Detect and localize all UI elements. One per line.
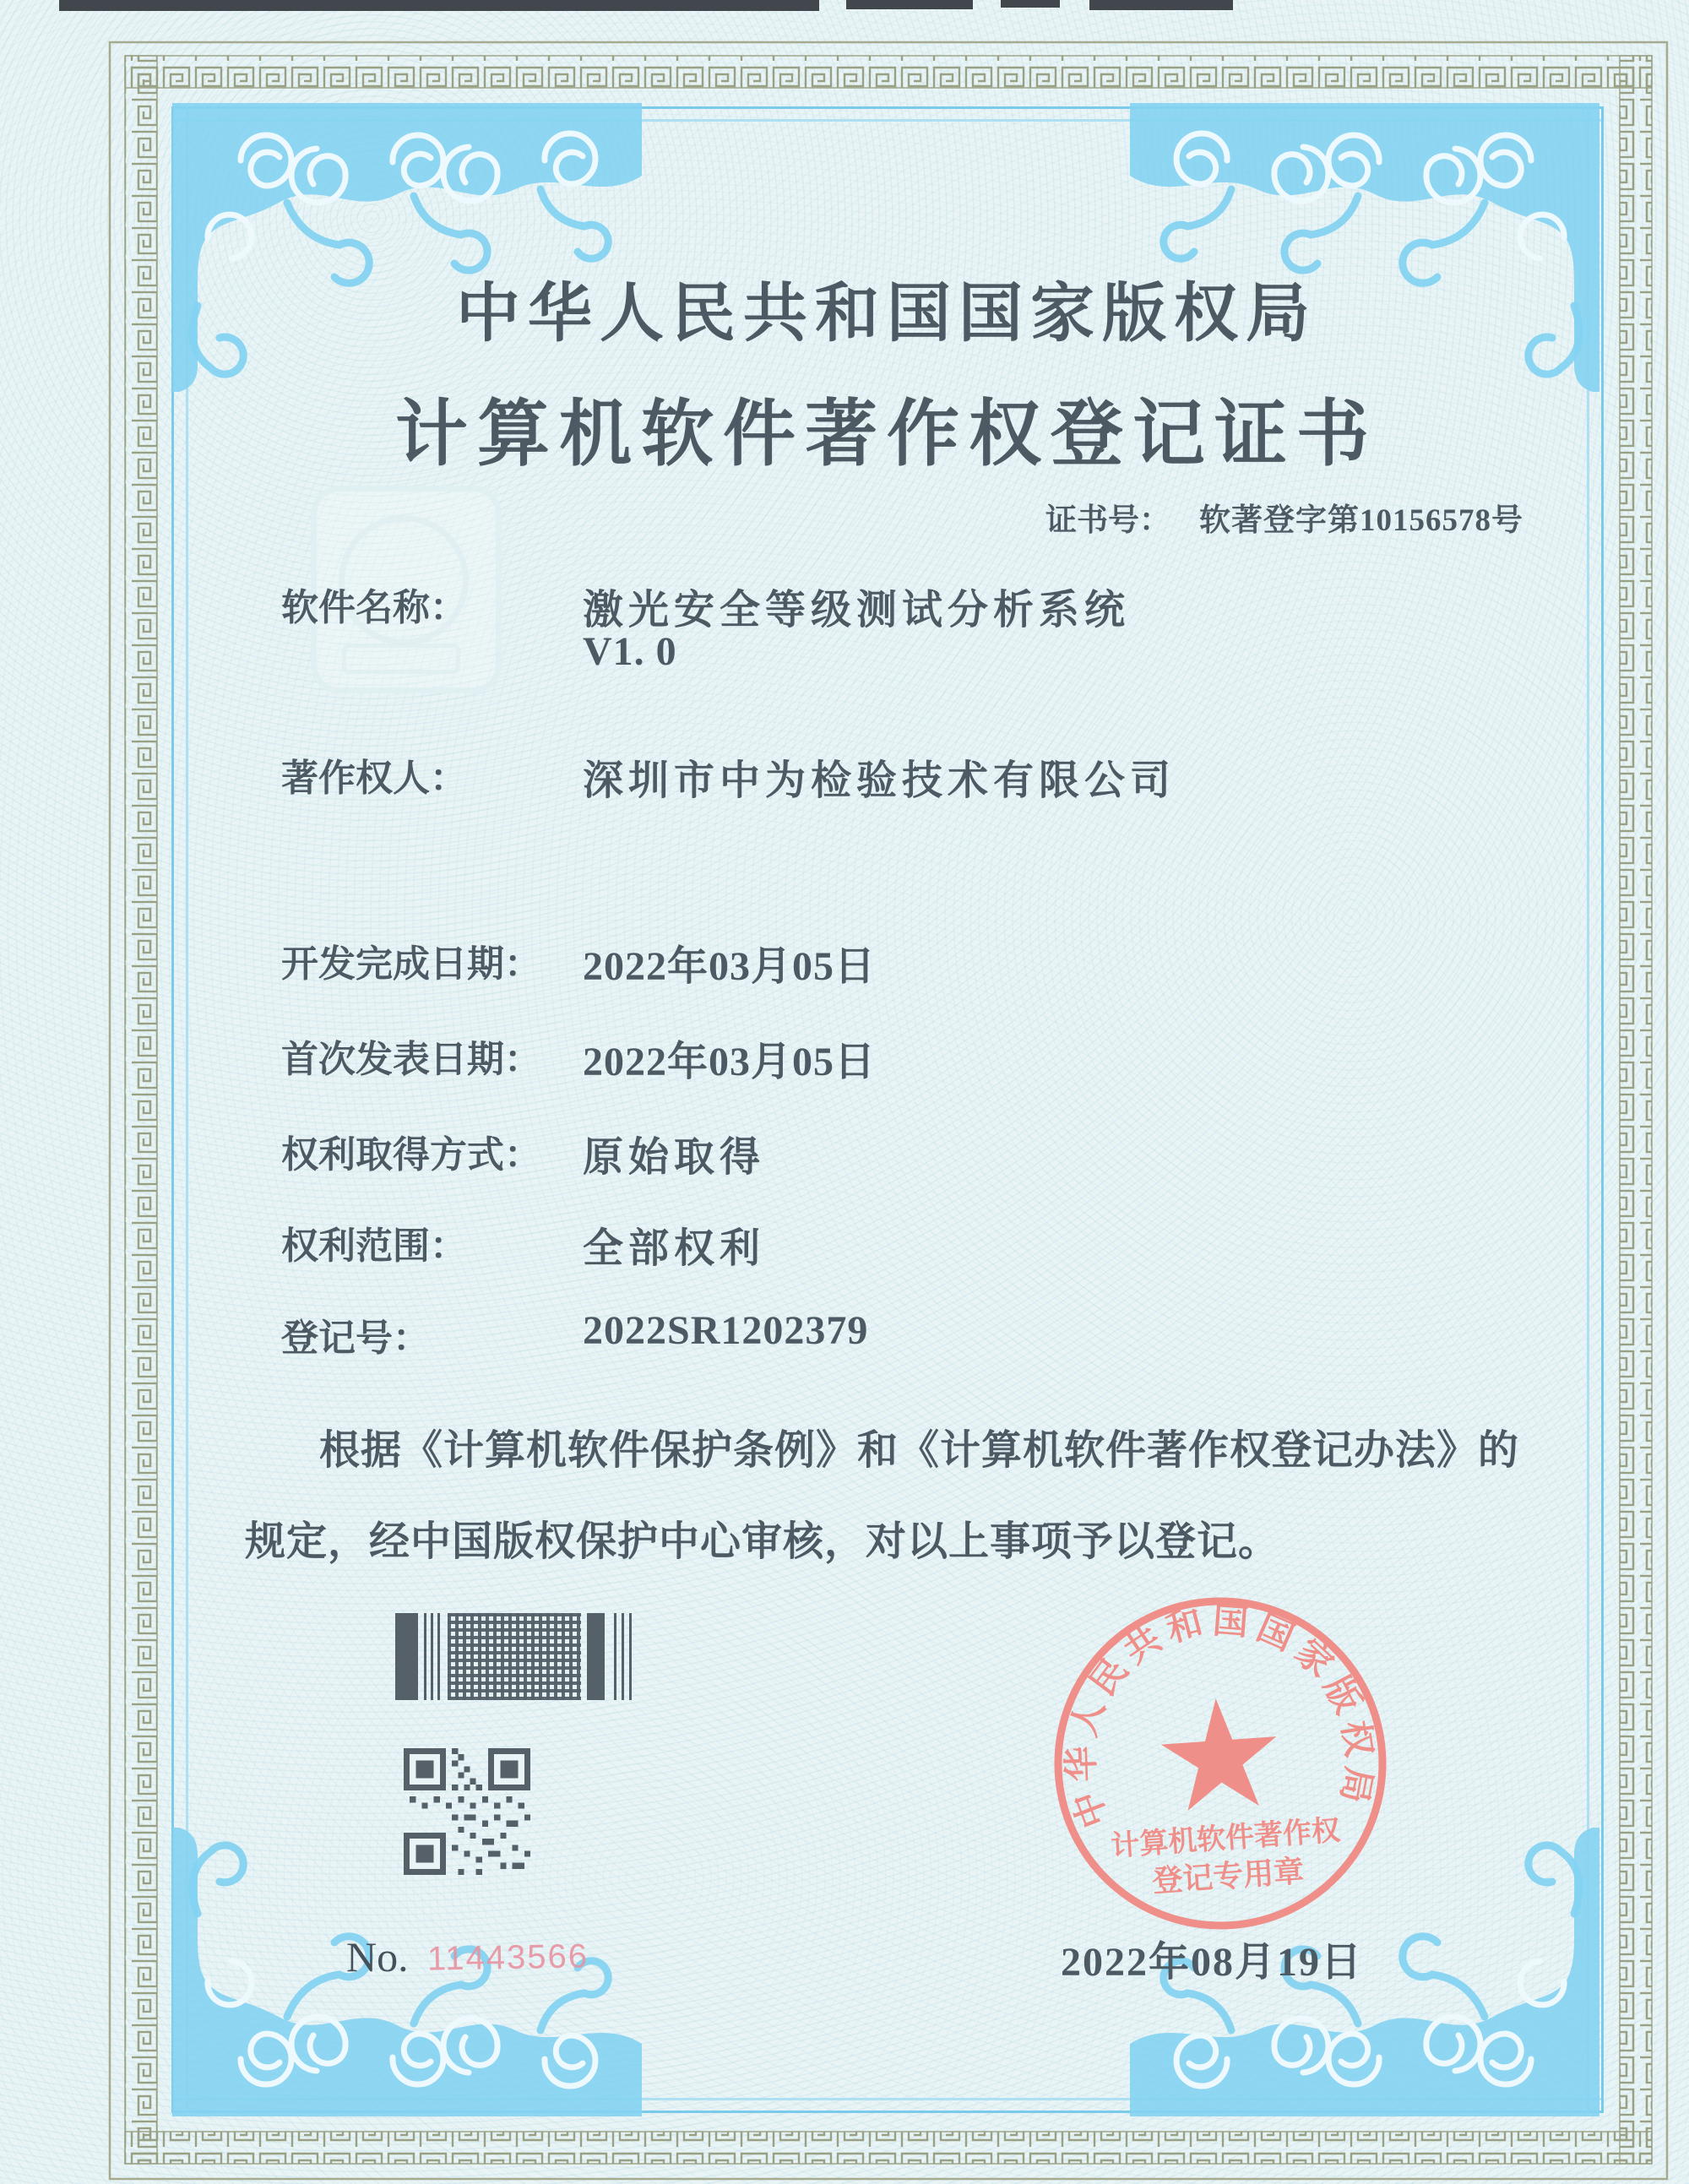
issue-date: 2022年08月19日 xyxy=(1060,1940,1363,1985)
field-value-software-name: 激光安全等级测试分析系统 xyxy=(583,588,1131,633)
qr-code-image xyxy=(404,1748,530,1875)
field-value-copyright-holder: 深圳市中为检验技术有限公司 xyxy=(583,758,1176,803)
barcode-bar xyxy=(587,1613,605,1700)
seal-caption-line1: 计算机软件著作权 xyxy=(1110,1815,1342,1863)
field-label-software-name: 软件名称： xyxy=(281,587,467,628)
watermark-bar xyxy=(342,644,460,674)
barcode-bar xyxy=(395,1613,418,1700)
five-point-star-icon xyxy=(1158,1694,1281,1812)
field-value-registration-number: 2022SR1202379 xyxy=(583,1308,869,1353)
field-label-dev-complete-date: 开发完成日期： xyxy=(281,943,541,985)
field-label-rights-acquisition: 权利取得方式： xyxy=(281,1134,541,1176)
field-value-first-publish-date: 2022年03月05日 xyxy=(583,1040,877,1084)
cert-no-label: 证书号： xyxy=(1045,503,1170,538)
field-label-rights-scope: 权利范围： xyxy=(281,1225,467,1267)
field-value-rights-scope: 全部权利 xyxy=(583,1226,766,1271)
barcode-matrix xyxy=(448,1613,581,1700)
authority-title: 中华人民共和国国家版权局 xyxy=(456,279,1317,350)
statement-line-2: 规定，经中国版权保护中心审核，对以上事项予以登记。 xyxy=(245,1519,1280,1564)
statement-line-1: 根据《计算机软件保护条例》和《计算机软件著作权登记办法》的 xyxy=(319,1428,1520,1473)
field-value-rights-acquisition: 原始取得 xyxy=(583,1135,766,1180)
official-seal-stamp xyxy=(1043,1586,1398,1941)
barcode-bar xyxy=(614,1613,636,1700)
serial-number: 11443566 xyxy=(426,1937,589,1978)
cert-no-value: 软著登字第10156578号 xyxy=(1199,503,1523,538)
seal-ring-text: 中华人民共和国国家版权局 xyxy=(1062,1601,1378,1833)
field-label-first-publish-date: 首次发表日期： xyxy=(281,1039,541,1080)
field-label-registration-number: 登记号： xyxy=(281,1317,430,1359)
field-value-software-version: V1. 0 xyxy=(583,629,677,674)
seal-caption-line2: 登记专用章 xyxy=(1151,1854,1306,1899)
barcode-bar xyxy=(424,1613,440,1700)
barcode-image xyxy=(395,1613,640,1700)
certificate-title: 计算机软件著作权登记证书 xyxy=(395,394,1378,475)
serial-prefix: No. xyxy=(346,1933,409,1980)
field-value-dev-complete-date: 2022年03月05日 xyxy=(583,944,877,989)
certificate-number-row xyxy=(1045,494,1523,540)
field-label-copyright-holder: 著作权人： xyxy=(281,758,467,799)
